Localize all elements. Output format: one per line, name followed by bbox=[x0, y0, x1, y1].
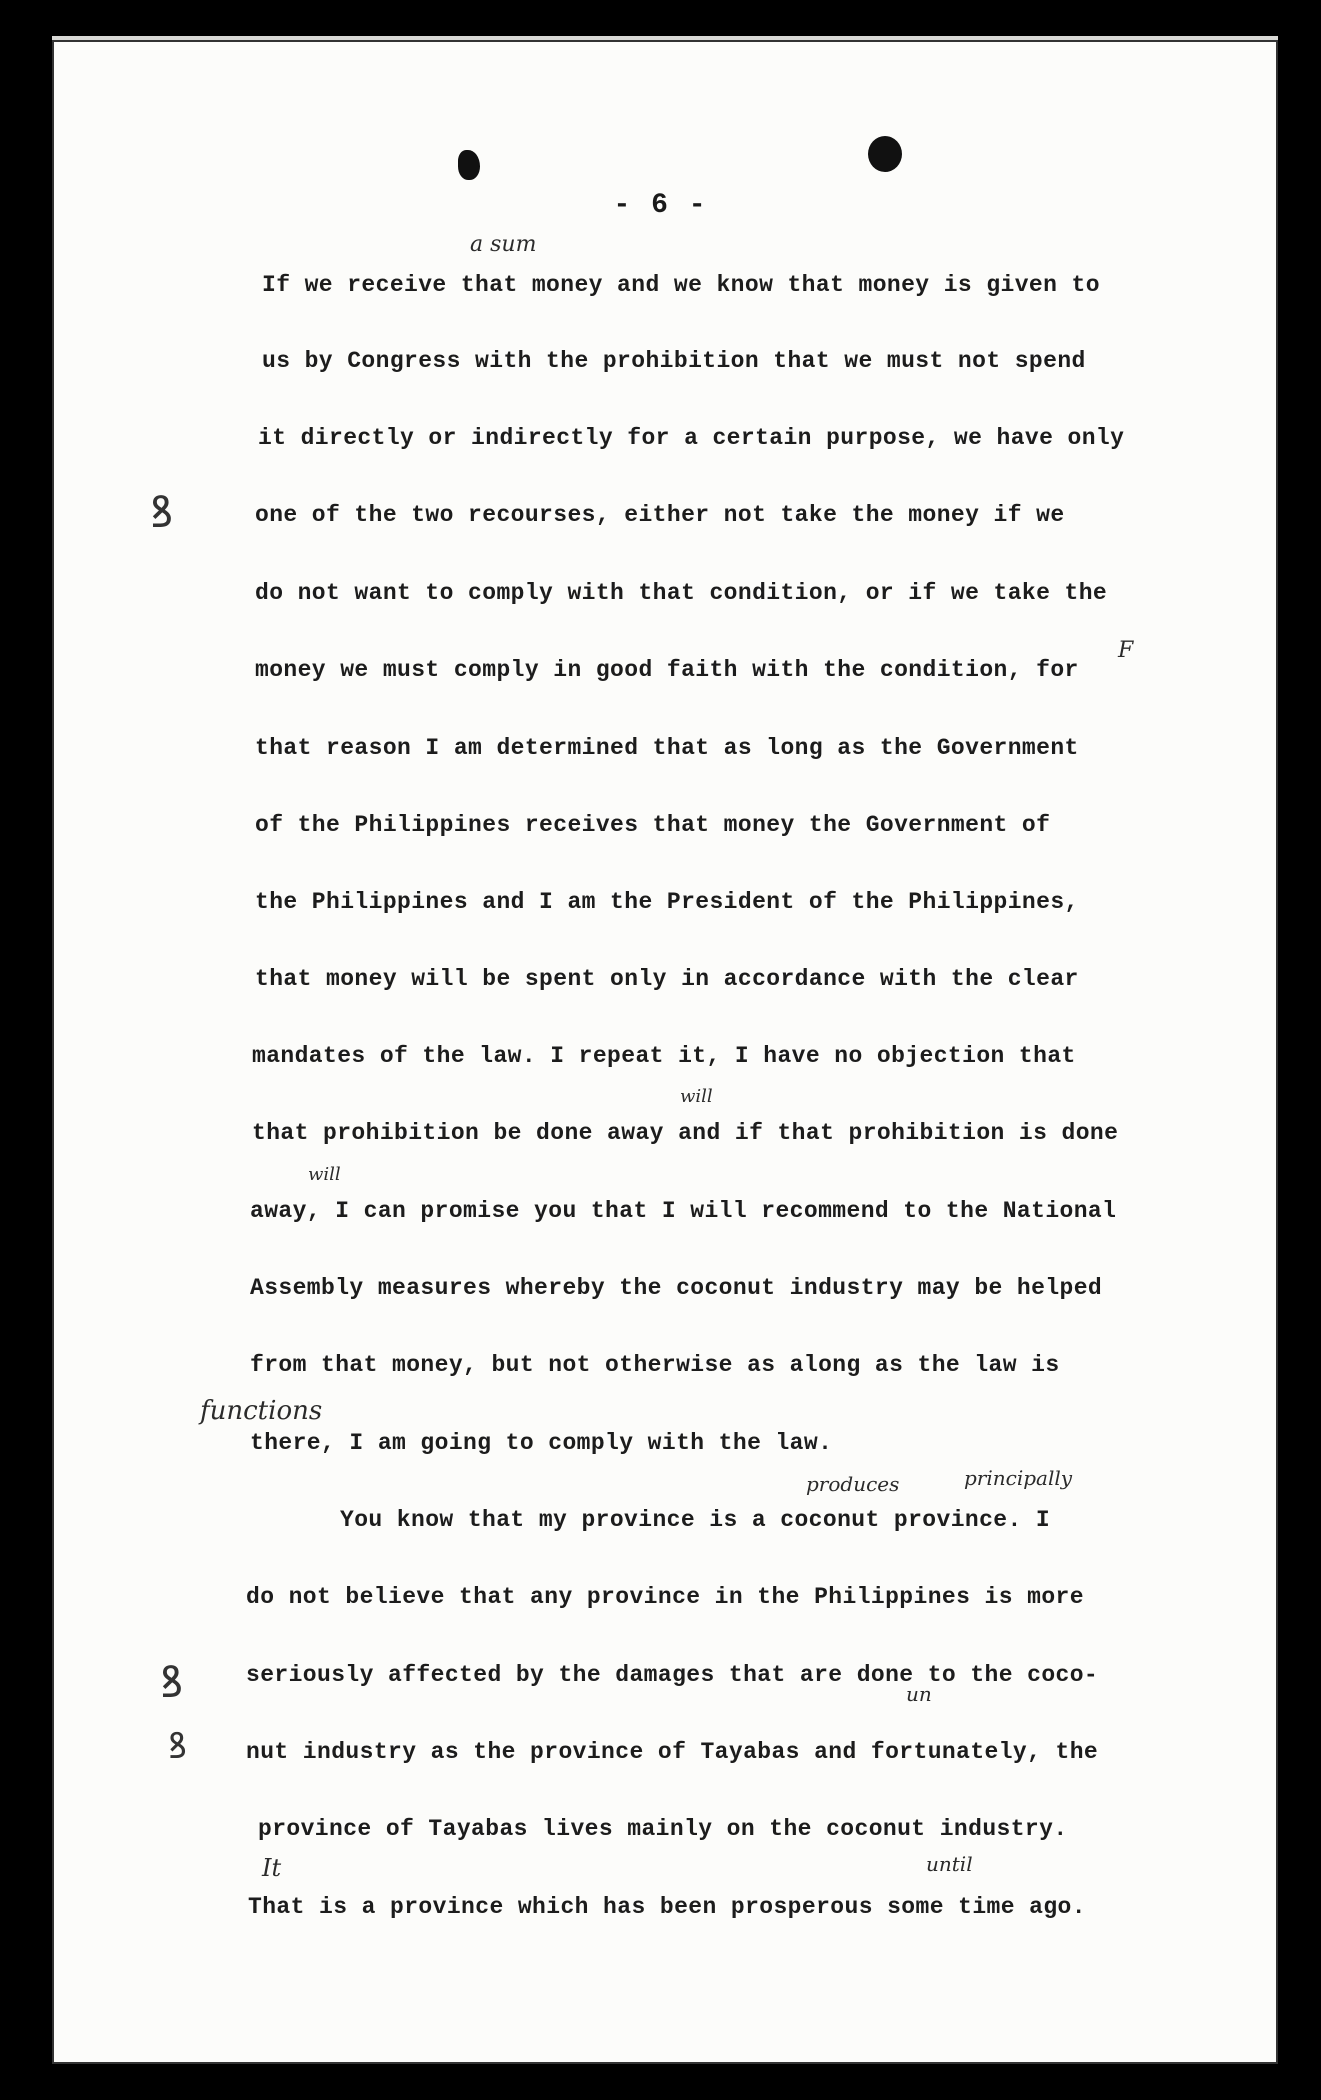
handwritten-note: will bbox=[308, 1164, 341, 1185]
text-line: money we must comply in good faith with the condition, for bbox=[255, 657, 1079, 683]
text-line: do not believe that any province in the Philippines is more bbox=[246, 1584, 1084, 1610]
text-line: seriously affected by the damages that are done to the coco- bbox=[246, 1662, 1099, 1688]
text-line: that money will be spent only in accordance with the clear bbox=[255, 966, 1079, 992]
text-line: one of the two recourses, either not take the money if we bbox=[255, 502, 1065, 528]
handwritten-note: until bbox=[926, 1852, 973, 1876]
handwritten-note: un bbox=[906, 1682, 932, 1706]
text-line: Assembly measures whereby the coconut industry may be helped bbox=[250, 1275, 1103, 1301]
handwritten-note: principally bbox=[964, 1466, 1073, 1490]
page-number: - 6 - bbox=[613, 190, 708, 221]
text-line: us by Congress with the prohibition that we must not spend bbox=[262, 348, 1086, 374]
text-line: That is a province which has been prosperous some time ago. bbox=[248, 1894, 1086, 1920]
text-line: You know that my province is a coconut province. I bbox=[340, 1507, 1051, 1533]
punch-hole-right bbox=[868, 136, 902, 172]
handwritten-note: F bbox=[1118, 638, 1134, 663]
text-line: there, I am going to comply with the law. bbox=[250, 1430, 833, 1456]
text-line: province of Tayabas lives mainly on the coconut industry. bbox=[258, 1816, 1068, 1842]
punch-hole-left bbox=[458, 150, 480, 180]
margin-mark: ꝸ bbox=[168, 1726, 187, 1767]
text-line: away, I can promise you that I will recommend to the National bbox=[250, 1198, 1117, 1224]
margin-mark: ꝸ bbox=[150, 487, 174, 538]
margin-mark: ꝸ bbox=[160, 1657, 184, 1708]
text-line: it directly or indirectly for a certain purpose, we have only bbox=[258, 425, 1125, 451]
text-line: nut industry as the province of Tayabas and fortunately, the bbox=[246, 1739, 1099, 1765]
text-line: of the Philippines receives that money the Government of bbox=[255, 812, 1051, 838]
handwritten-note: a sum bbox=[470, 232, 537, 257]
handwritten-note: will bbox=[680, 1086, 713, 1107]
handwritten-note: functions bbox=[200, 1396, 323, 1426]
text-line: the Philippines and I am the President of the Philippines, bbox=[255, 889, 1079, 915]
handwritten-note: It bbox=[262, 1854, 282, 1882]
text-line: that reason I am determined that as long as the Government bbox=[255, 735, 1079, 761]
text-line: that prohibition be done away and if that prohibition is done bbox=[252, 1120, 1119, 1146]
text-line: mandates of the law. I repeat it, I have no objection that bbox=[252, 1043, 1076, 1069]
handwritten-note: produces bbox=[806, 1472, 900, 1496]
text-line: do not want to comply with that condition, or if we take the bbox=[255, 580, 1108, 606]
text-line: from that money, but not otherwise as along as the law is bbox=[250, 1352, 1060, 1378]
text-line: If we receive that money and we know that money is given to bbox=[262, 272, 1100, 298]
